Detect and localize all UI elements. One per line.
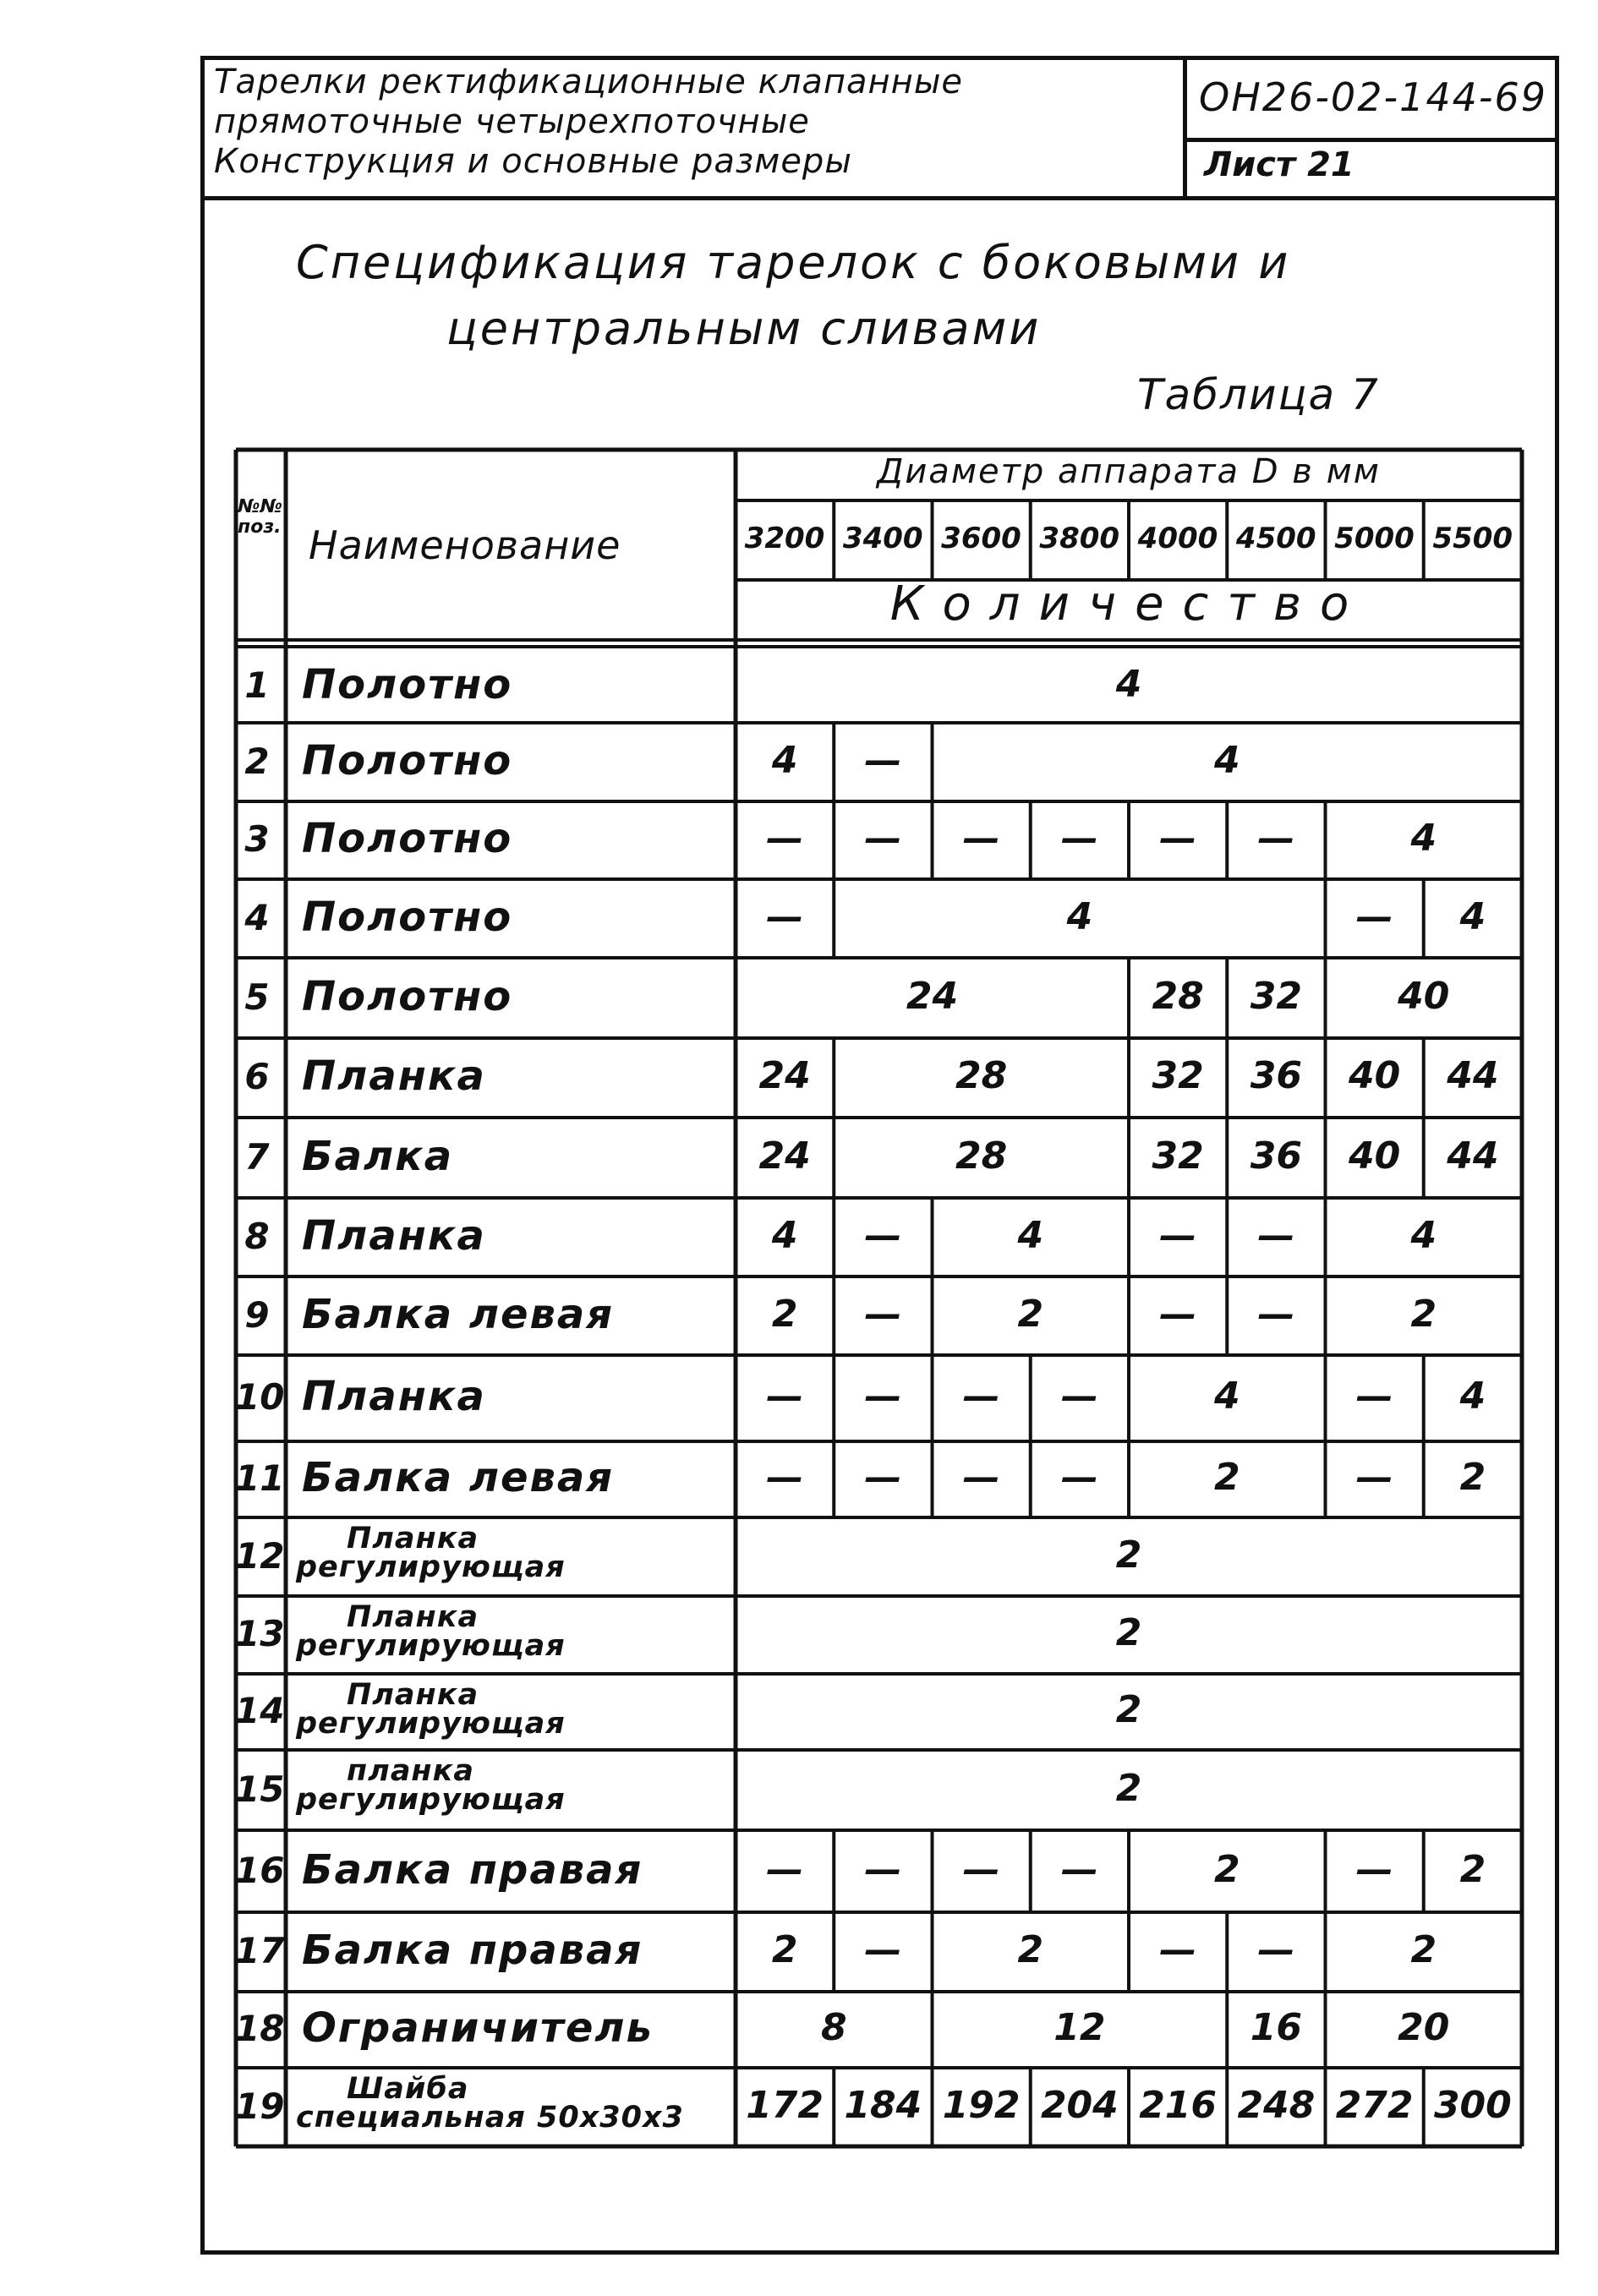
quantity-cell: 36: [1250, 1054, 1302, 1097]
quantity-cell: —: [1355, 1456, 1393, 1499]
item-name: Планка: [302, 1211, 486, 1260]
quantity-cell: —: [864, 1292, 902, 1336]
quantity-cell: 40: [1398, 974, 1450, 1018]
row-number: 4: [244, 896, 270, 938]
quantity-cell: —: [962, 1456, 1000, 1499]
quantity-cell: 36: [1250, 1134, 1302, 1178]
diameter-column-header: 3200: [744, 522, 825, 555]
quantity-cell: 24: [758, 1054, 811, 1097]
sheet-number: Лист 21: [1204, 145, 1354, 184]
quantity-cell: 216: [1139, 2083, 1218, 2127]
quantity-cell: 40: [1349, 1134, 1401, 1178]
quantity-cell: 2: [1410, 1292, 1437, 1336]
quantity-cell: 2: [1115, 1766, 1142, 1810]
quantity-cell: 2: [1213, 1456, 1240, 1499]
row-number: 9: [244, 1293, 270, 1336]
document-code: ОН26-02-144-69: [1187, 56, 1559, 142]
row-number: 10: [235, 1376, 285, 1418]
title-line: Тарелки ректификационные клапанные: [214, 63, 964, 101]
quantity-cell: —: [766, 894, 804, 938]
quantity-cell: —: [1060, 817, 1098, 860]
heading-line: Спецификация тарелок с боковыми и: [296, 236, 1291, 289]
quantity-cell: —: [1159, 1292, 1197, 1336]
quantity-cell: —: [864, 738, 902, 782]
quantity-cell: 2: [771, 1292, 798, 1336]
item-name: Ограничитель: [302, 2004, 654, 2052]
heading-line: центральным сливами: [446, 302, 1042, 355]
diameter-column-header: 5500: [1432, 522, 1513, 555]
quantity-cell: 44: [1447, 1134, 1499, 1178]
quantity-cell: —: [864, 817, 902, 860]
quantity-cell: 2: [1017, 1928, 1044, 1971]
row-number: 11: [235, 1457, 285, 1499]
item-name: Балка правая: [302, 1927, 643, 1974]
diameter-column-header: 5000: [1334, 522, 1415, 555]
item-name: Полотно: [302, 661, 513, 708]
quantity-cell: 192: [942, 2083, 1021, 2127]
quantity-cell: 172: [746, 2083, 824, 2127]
row-number: 2: [244, 740, 270, 782]
row-number: 8: [244, 1215, 270, 1257]
quantity-cell: —: [962, 1847, 1000, 1891]
row-number: 12: [235, 1534, 285, 1577]
quantity-cell: —: [1355, 1375, 1393, 1418]
title-line: Конструкция и основные размеры: [214, 142, 852, 181]
item-name: Шайба специальная 50х30х3: [296, 2072, 684, 2135]
quantity-cell: 2: [1115, 1533, 1142, 1577]
item-name: Полотно: [302, 736, 513, 784]
item-name: Планка регулирующая: [296, 1522, 566, 1584]
quantity-cell: —: [766, 1847, 804, 1891]
quantity-cell: —: [1257, 817, 1295, 860]
quantity-cell: 4: [1017, 1213, 1044, 1257]
quantity-cell: 32: [1152, 1134, 1204, 1178]
quantity-cell: 2: [1115, 1688, 1142, 1731]
quantity-cell: 300: [1433, 2083, 1512, 2127]
table-label: Таблица 7: [1137, 370, 1380, 419]
item-name: Балка правая: [302, 1845, 643, 1894]
diameter-column-header: 3800: [1039, 522, 1120, 555]
quantity-cell: —: [1355, 1847, 1393, 1891]
item-name: Балка левая: [302, 1290, 615, 1338]
quantity-cell: —: [1159, 817, 1197, 860]
item-name: Балка: [302, 1132, 454, 1180]
quantity-cell: 24: [906, 974, 959, 1018]
quantity-cell: 32: [1250, 974, 1302, 1018]
quantity-cell: —: [864, 1847, 902, 1891]
quantity-cell: 16: [1250, 2006, 1302, 2049]
quantity-cell: 4: [1115, 663, 1142, 706]
quantity-cell: 24: [758, 1134, 811, 1178]
row-number: 19: [235, 2085, 285, 2127]
quantity-cell: 4: [1459, 894, 1486, 938]
quantity-cell: 2: [1459, 1456, 1486, 1499]
quantity-cell: —: [864, 1928, 902, 1971]
name-header: Наименование: [309, 522, 621, 568]
quantity-cell: 12: [1053, 2006, 1106, 2049]
quantity-cell: 40: [1349, 1054, 1401, 1097]
quantity-cell: 184: [844, 2083, 922, 2127]
quantity-cell: 28: [1152, 974, 1204, 1018]
quantity-cell: 8: [820, 2006, 847, 2049]
quantity-cell: 272: [1335, 2083, 1414, 2127]
row-number: 15: [235, 1768, 285, 1810]
quantity-cell: —: [1060, 1847, 1098, 1891]
quantity-cell: 4: [771, 1213, 798, 1257]
row-number: 3: [244, 818, 270, 860]
row-number: 5: [244, 976, 270, 1018]
item-name: Полотно: [302, 815, 513, 862]
row-number: 17: [235, 1930, 285, 1971]
quantity-cell: —: [1257, 1292, 1295, 1336]
quantity-cell: 32: [1152, 1054, 1204, 1097]
row-number: 1: [244, 664, 270, 706]
quantity-cell: 248: [1237, 2083, 1316, 2127]
quantity-cell: 4: [1410, 817, 1437, 860]
row-number: 16: [235, 1849, 285, 1891]
diameter-column-header: 3400: [842, 522, 923, 555]
quantity-cell: 2: [1410, 1928, 1437, 1971]
row-number: 7: [244, 1135, 270, 1178]
quantity-cell: —: [1355, 894, 1393, 938]
quantity-cell: 2: [1017, 1292, 1044, 1336]
quantity-cell: 2: [1459, 1847, 1486, 1891]
quantity-cell: 2: [1213, 1847, 1240, 1891]
quantity-cell: 4: [1410, 1213, 1437, 1257]
quantity-cell: —: [1159, 1213, 1197, 1257]
quantity-cell: 4: [771, 738, 798, 782]
quantity-cell: —: [1060, 1456, 1098, 1499]
diameter-column-header: 3600: [941, 522, 1021, 555]
item-name: планка регулирующая: [296, 1754, 566, 1817]
quantity-cell: 28: [955, 1054, 1008, 1097]
quantity-cell: —: [1060, 1375, 1098, 1418]
quantity-header: Количество: [889, 577, 1368, 631]
quantity-cell: 4: [1459, 1375, 1486, 1418]
item-name: Полотно: [302, 972, 513, 1020]
quantity-cell: 2: [1115, 1611, 1142, 1654]
quantity-cell: —: [1257, 1213, 1295, 1257]
item-name: Планка регулирующая: [296, 1600, 566, 1663]
item-name: Полотно: [302, 893, 513, 941]
row-number: 6: [244, 1056, 270, 1097]
quantity-cell: 2: [771, 1928, 798, 1971]
quantity-cell: —: [962, 1375, 1000, 1418]
quantity-cell: 20: [1398, 2006, 1450, 2049]
diameter-column-header: 4500: [1235, 522, 1316, 555]
quantity-cell: —: [1159, 1928, 1197, 1971]
quantity-cell: —: [864, 1456, 902, 1499]
quantity-cell: —: [766, 817, 804, 860]
item-name: Планка регулирующая: [296, 1678, 566, 1741]
quantity-cell: —: [1257, 1928, 1295, 1971]
row-number: 13: [235, 1613, 285, 1654]
item-name: Планка: [302, 1052, 486, 1100]
diameter-header: Диаметр аппарата D в мм: [877, 452, 1381, 491]
row-number: 14: [235, 1690, 285, 1731]
quantity-cell: —: [766, 1456, 804, 1499]
item-name: Планка: [302, 1373, 486, 1420]
quantity-cell: —: [962, 817, 1000, 860]
quantity-cell: 204: [1040, 2083, 1119, 2127]
quantity-cell: —: [864, 1213, 902, 1257]
item-name: Балка левая: [302, 1454, 615, 1501]
quantity-cell: —: [864, 1375, 902, 1418]
title-line: прямоточные четырехпоточные: [214, 102, 810, 141]
row-number: 18: [235, 2008, 285, 2049]
quantity-cell: 4: [1213, 738, 1240, 782]
diameter-column-header: 4000: [1137, 522, 1218, 555]
pos-header: №№ поз.: [238, 496, 282, 538]
quantity-cell: 44: [1447, 1054, 1499, 1097]
quantity-cell: 28: [955, 1134, 1008, 1178]
quantity-cell: 4: [1213, 1375, 1240, 1418]
quantity-cell: —: [766, 1375, 804, 1418]
quantity-cell: 4: [1066, 894, 1093, 938]
